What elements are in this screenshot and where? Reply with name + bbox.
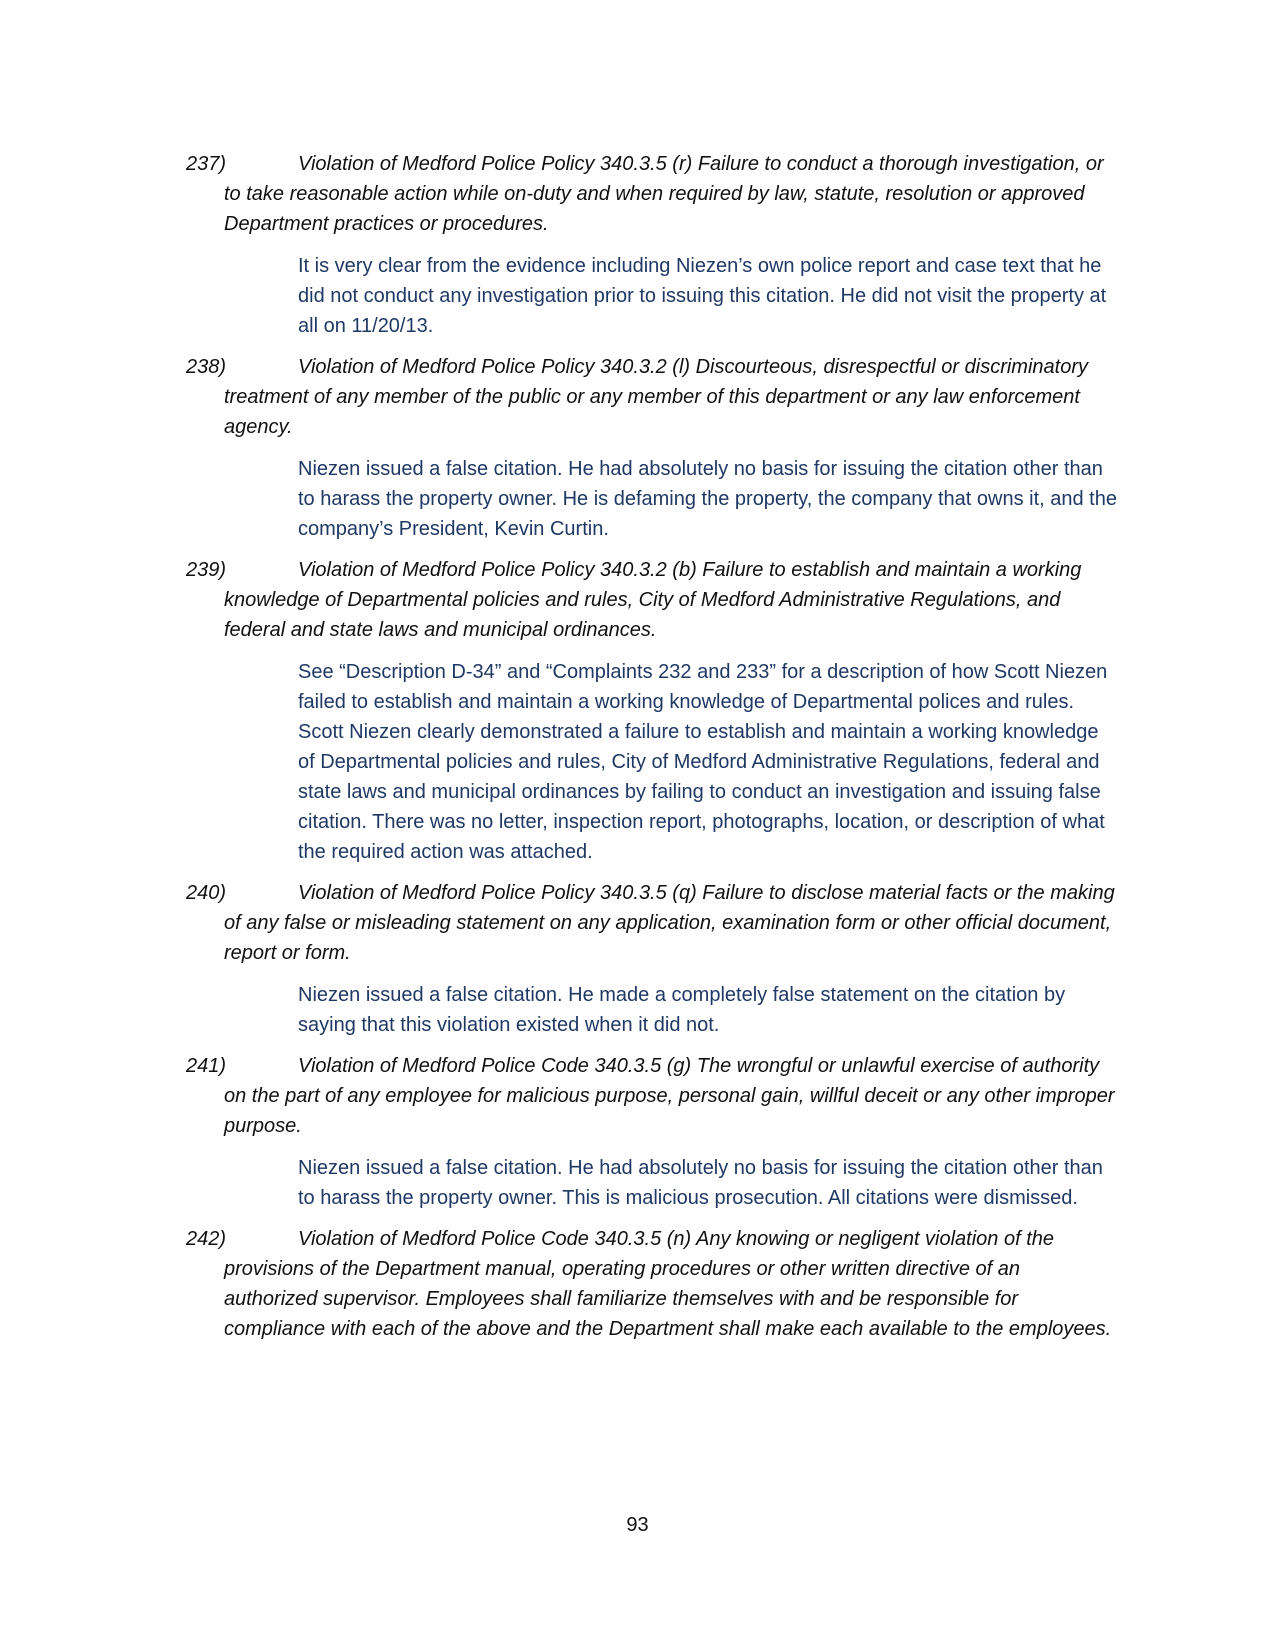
complaint-heading-text: Violation of Medford Police Code 340.3.5 (n) Any knowing or negligent violation of the provisions of the Department manual, operating procedures or other written directive of an authorized supervisor. Employees shall familiarize themselves with and be responsible for compliance with each of the above and the Department shall make each available to the employees. — [224, 1228, 1112, 1340]
complaint-item-237 — [186, 149, 1116, 341]
complaint-description: Niezen issued a false citation. He had absolutely no basis for issuing the citation other than to harass the property owner. This is malicious prosecution. All citations were dismissed. — [298, 1157, 1103, 1209]
complaint-heading-text: Violation of Medford Police Policy 340.3.5 (q) Failure to disclose material facts or the making of any false or misleading statement on any application, examination form or other official document, report or form. — [224, 882, 1115, 964]
complaint-item-238 — [186, 352, 1116, 544]
complaint-description: It is very clear from the evidence including Niezen’s own police report and case text that he did not conduct any investigation prior to issuing this citation. He did not visit the property at all on 11/20/13. — [298, 255, 1107, 337]
complaint-item-240 — [186, 878, 1116, 1040]
complaint-description: See “Description D-34” and “Complaints 232 and 233” for a description of how Scott Niezen failed to establish and maintain a working knowledge of Departmental polices and rules. Scott Niezen clearly demonstrated a failure to establish and maintain a working knowledge of Departmental policies and rules, City of Medford Administrative Regulations, federal and state laws and municipal ordinances by failing to conduct an investigation and issuing false citation. There was no letter, inspection report, photographs, location, or description of what the required action was attached. — [298, 661, 1108, 863]
complaint-item-241 — [186, 1051, 1116, 1213]
complaint-heading-text: Violation of Medford Police Policy 340.3.5 (r) Failure to conduct a thorough investigation, or to take reasonable action while on-duty and when required by law, statute, resolution or approved Department practices or procedures. — [224, 153, 1104, 235]
complaint-number: 238) — [186, 356, 227, 378]
page-number: 93 — [626, 1514, 649, 1536]
complaint-heading — [186, 1224, 1116, 1344]
complaint-heading — [186, 149, 1116, 239]
complaint-description: Niezen issued a false citation. He had absolutely no basis for issuing the citation other than to harass the property owner. He is defaming the property, the company that owns it, and the company’s President, Kevin Curtin. — [298, 458, 1117, 540]
complaint-number: 239) — [186, 559, 227, 581]
complaint-number: 237) — [186, 153, 227, 175]
complaint-heading-text: Violation of Medford Police Policy 340.3.2 (b) Failure to establish and maintain a working knowledge of Departmental policies and rules, City of Medford Administrative Regulations, and federal and state laws and municipal ordinances. — [224, 559, 1082, 641]
complaint-number: 240) — [186, 882, 227, 904]
complaint-number: 242) — [186, 1228, 227, 1250]
complaint-description: Niezen issued a false citation. He made a completely false statement on the citation by saying that this violation existed when it did not. — [298, 984, 1066, 1036]
complaint-list — [186, 149, 1116, 1355]
complaint-heading-text: Violation of Medford Police Code 340.3.5 (g) The wrongful or unlawful exercise of authority on the part of any employee for malicious purpose, personal gain, willful deceit or any other improper purpose. — [224, 1055, 1115, 1137]
complaint-heading — [186, 352, 1116, 442]
complaint-heading — [186, 878, 1116, 968]
complaint-item-239 — [186, 555, 1116, 867]
complaint-item-242 — [186, 1224, 1116, 1344]
complaint-heading — [186, 555, 1116, 645]
complaint-number: 241) — [186, 1055, 227, 1077]
complaint-heading-text: Violation of Medford Police Policy 340.3.2 (l) Discourteous, disrespectful or discriminatory treatment of any member of the public or any member of this department or any law enforcement agency. — [224, 356, 1088, 438]
complaint-heading — [186, 1051, 1116, 1141]
